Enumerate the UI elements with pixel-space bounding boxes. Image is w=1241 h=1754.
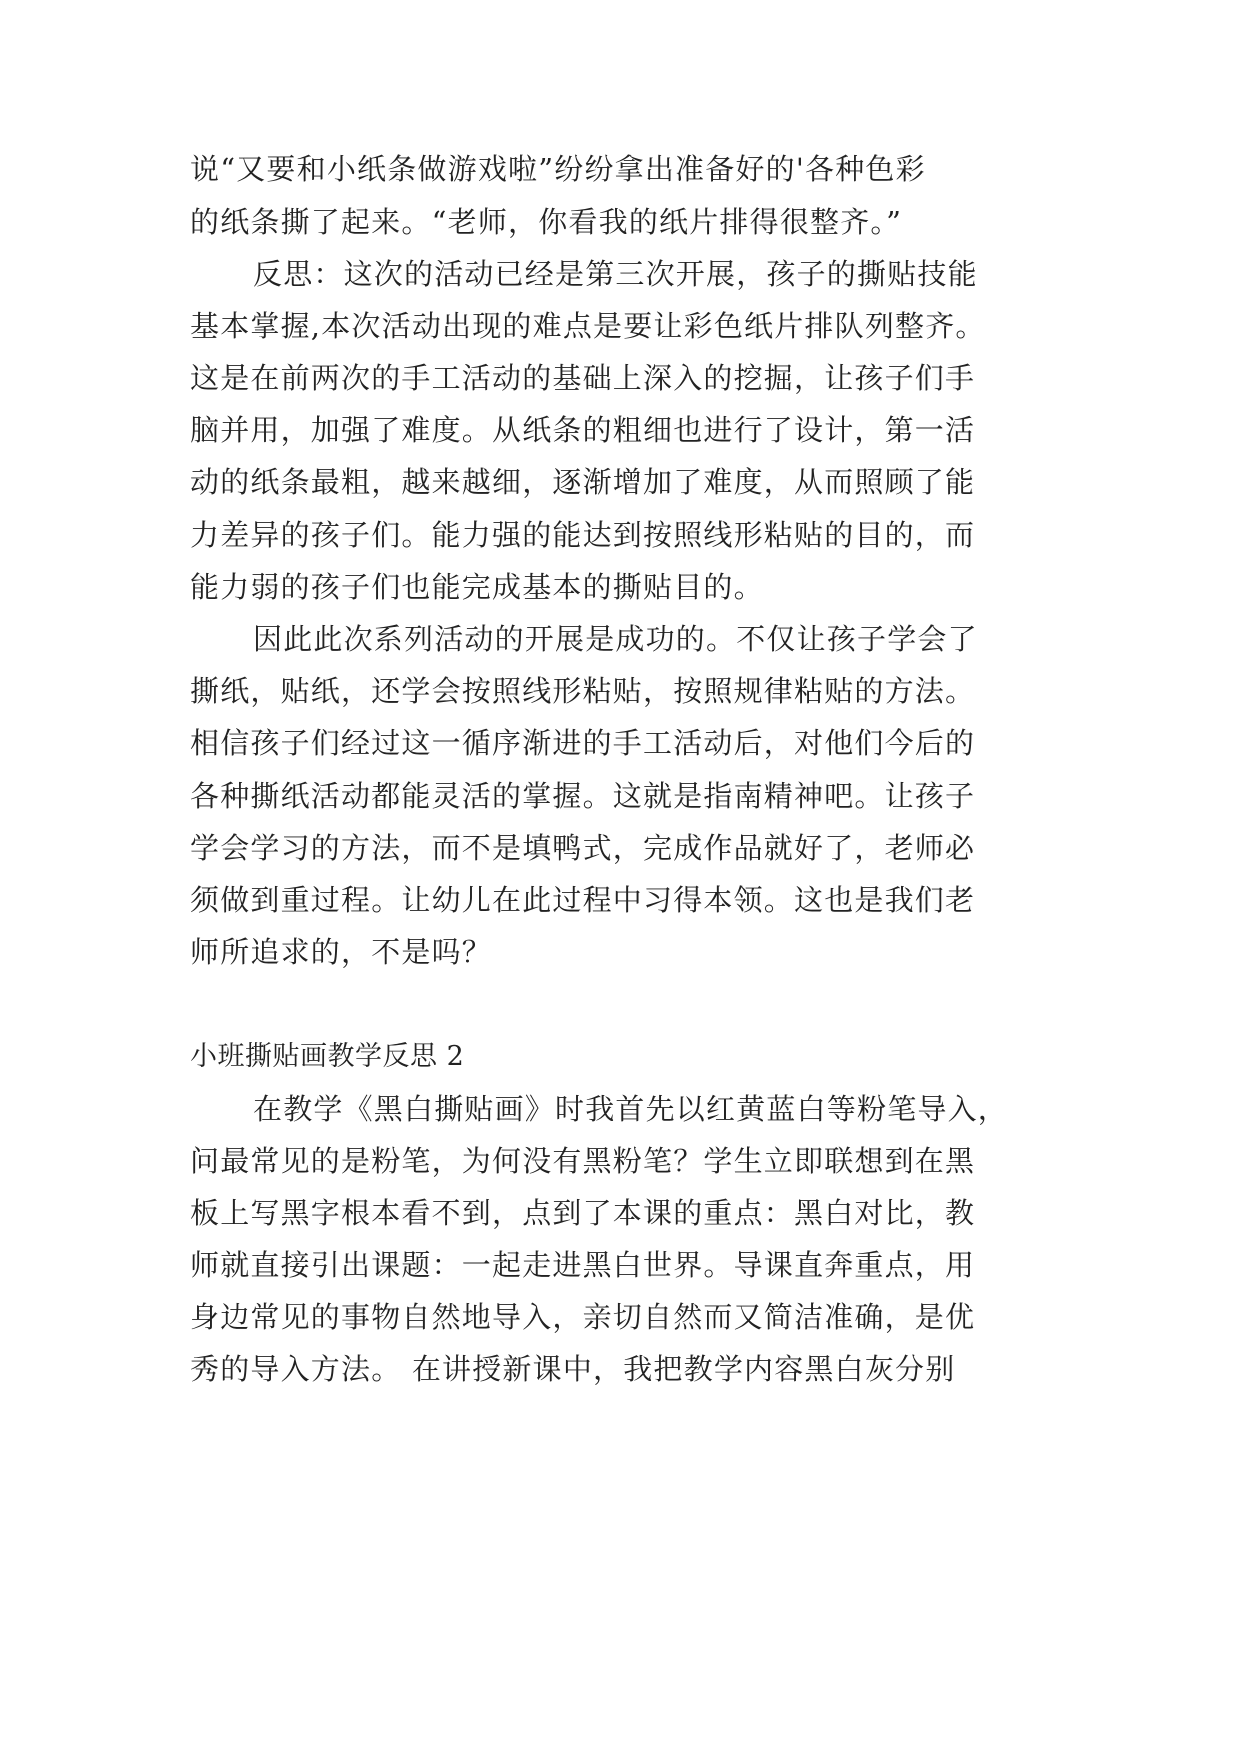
text-line: 师就直接引出课题：一起走进黑白世界。导课直奔重点，用 xyxy=(190,1248,976,1282)
text-line: 反思：这次的活动已经是第三次开展，孩子的撕贴技能 xyxy=(253,257,978,291)
text-line: 脑并用，加强了难度。从纸条的粗细也进行了设计，第一活 xyxy=(190,413,976,447)
text-line: 师所追求的，不是吗？ xyxy=(190,935,493,969)
text-line: 各种撕纸活动都能灵活的掌握。这就是指南精神吧。让孩子 xyxy=(190,779,976,813)
text-line: 秀的导入方法。 在讲授新课中，我把教学内容黑白灰分别 xyxy=(190,1352,956,1386)
text-line: 因此此次系列活动的开展是成功的。不仅让孩子学会了 xyxy=(253,622,978,656)
text-line: 撕纸，贴纸，还学会按照线形粘贴，按照规律粘贴的方法。 xyxy=(190,674,976,708)
text-line: 问最常见的是粉笔，为何没有黑粉笔？学生立即联想到在黑 xyxy=(190,1144,976,1178)
text-line: 学会学习的方法，而不是填鸭式，完成作品就好了，老师必 xyxy=(190,831,976,865)
text-line: 说“又要和小纸条做游戏啦”纷纷拿出准备好的'各种色彩 xyxy=(190,152,926,186)
text-line: 身边常见的事物自然地导入，亲切自然而又简洁准确，是优 xyxy=(190,1300,976,1334)
text-line: 板上写黑字根本看不到，点到了本课的重点：黑白对比，教 xyxy=(190,1196,976,1230)
text-line: 力差异的孩子们。能力强的能达到按照线形粘贴的目的，而 xyxy=(190,518,976,552)
text-line: 在教学《黑白撕贴画》时我首先以红黄蓝白等粉笔导入， xyxy=(253,1092,1009,1126)
text-line: 这是在前两次的手工活动的基础上深入的挖掘，让孩子们手 xyxy=(190,361,976,395)
text-line: 能力弱的孩子们也能完成基本的撕贴目的。 xyxy=(190,570,764,604)
text-line: 基本掌握,本次活动出现的难点是要让彩色纸片排队列整齐。 xyxy=(190,309,986,343)
text-line: 相信孩子们经过这一循序渐进的手工活动后，对他们今后的 xyxy=(190,726,976,760)
text-line: 的纸条撕了起来。“老师，你看我的纸片排得很整齐。” xyxy=(190,205,903,239)
section-heading: 小班撕贴画教学反思 2 xyxy=(190,1041,465,1072)
text-line: 须做到重过程。让幼儿在此过程中习得本领。这也是我们老 xyxy=(190,883,976,917)
text-line: 动的纸条最粗，越来越细，逐渐增加了难度，从而照顾了能 xyxy=(190,465,976,499)
